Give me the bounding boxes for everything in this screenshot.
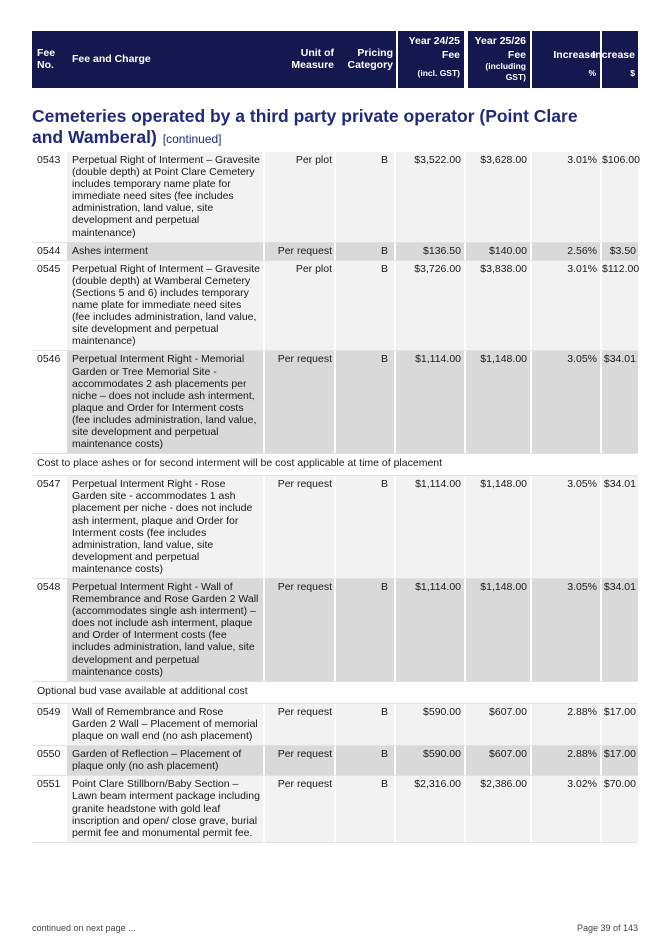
table-row	[32, 704, 638, 746]
header-year2-sub: (including GST)	[485, 61, 526, 82]
header-year1-fee: Fee	[441, 49, 460, 61]
fee-year-2: $1,148.00	[466, 579, 530, 681]
fee-year-1: $1,114.00	[396, 476, 464, 578]
fee-number: 0546	[37, 353, 61, 366]
table-row	[32, 152, 638, 243]
increase-amount: $34.01	[602, 476, 638, 578]
increase-amount: $34.01	[602, 579, 638, 681]
header-increase-amt-sub: $	[630, 68, 635, 78]
header-fee-and-charge	[67, 31, 263, 88]
fee-year-1: $1,114.00	[396, 351, 464, 453]
table-row	[32, 261, 638, 352]
table-row	[32, 746, 638, 776]
increase-percent: 3.01%	[532, 152, 600, 242]
header-increase-pct-label: Increase	[553, 49, 596, 61]
fee-year-2: $3,838.00	[466, 261, 530, 351]
pricing-category: B	[336, 152, 394, 242]
increase-percent: 3.05%	[532, 476, 600, 578]
fee-description: Wall of Remembrance and Rose Garden 2 Wall – Placement of memorial plaque on wall end (no ash placement)	[67, 704, 263, 745]
increase-percent: 3.05%	[532, 351, 600, 453]
increase-percent: 3.05%	[532, 579, 600, 681]
fee-year-2: $2,386.00	[466, 776, 530, 841]
table-row	[32, 351, 638, 454]
fee-year-1: $590.00	[396, 746, 464, 775]
fee-number: 0547	[37, 478, 61, 491]
fee-description: Perpetual Interment Right - Rose Garden site - accommodates 1 ash placement per niche - does not include ash interment, plaque and Order for Interment costs (fee includes administration, land value, site development and perpetual maintenance costs)	[67, 476, 263, 578]
fee-year-1: $3,522.00	[396, 152, 464, 242]
table-row	[32, 776, 638, 842]
pricing-category: B	[336, 704, 394, 745]
section-continued: [continued]	[162, 132, 222, 146]
fee-description: Garden of Reflection – Placement of plaque only (no ash placement)	[67, 746, 263, 775]
pricing-category: B	[336, 746, 394, 775]
increase-percent: 2.88%	[532, 746, 600, 775]
header-year2-fee: Fee	[507, 49, 526, 61]
unit-of-measure: Per plot	[265, 152, 334, 242]
increase-percent: 2.56%	[532, 243, 600, 260]
note-row: Optional bud vase available at additional cost	[32, 682, 638, 704]
table-row	[32, 476, 638, 579]
fee-year-1: $590.00	[396, 704, 464, 745]
fee-year-1: $3,726.00	[396, 261, 464, 351]
fee-number: 0549	[37, 705, 61, 718]
header-increase-pct	[532, 31, 600, 88]
note-row: Cost to place ashes or for second interment will be cost applicable at time of placement	[32, 454, 638, 476]
unit-of-measure: Per request	[265, 243, 334, 260]
header-fee-and-charge-label: Fee and Charge	[72, 53, 151, 65]
fee-year-2: $1,148.00	[466, 476, 530, 578]
fee-year-1: $136.50	[396, 243, 464, 260]
pricing-category: B	[336, 261, 394, 351]
header-unit	[263, 31, 336, 88]
header-fee-no	[32, 31, 67, 88]
section-title-text: Cemeteries operated by a third party private operator (Point Clare and Wamberal)	[32, 106, 578, 147]
increase-amount: $34.01	[602, 351, 638, 453]
header-unit-label: Unit of Measure	[291, 47, 334, 71]
increase-amount: $70.00	[602, 776, 638, 841]
increase-amount: $106.00	[602, 152, 638, 242]
fee-number: 0551	[37, 778, 61, 791]
fee-number: 0544	[37, 244, 61, 257]
header-increase-pct-sub: %	[588, 68, 596, 78]
fee-year-1: $2,316.00	[396, 776, 464, 841]
fee-description: Point Clare Stillborn/Baby Section – Lawn beam interment package including granite headstone with gold leaf inscription and open/ close grave, burial permit fee and monumental permit fee.	[67, 776, 263, 841]
unit-of-measure: Per request	[265, 746, 334, 775]
pricing-category: B	[336, 351, 394, 453]
table-row	[32, 579, 638, 682]
pricing-category: B	[336, 243, 394, 260]
table-header	[32, 31, 638, 88]
increase-percent: 2.88%	[532, 704, 600, 745]
increase-percent: 3.02%	[532, 776, 600, 841]
unit-of-measure: Per plot	[265, 261, 334, 351]
fee-number: 0543	[37, 154, 61, 166]
fee-description: Perpetual Interment Right - Memorial Garden or Tree Memorial Site - accommodates 2 ash placements per niche – does not include ash interment, plaque and Order for Interment costs (fee includes administration, land value, site development and perpetual maintenance costs)	[67, 351, 263, 453]
header-pricing-label: Pricing Category	[347, 47, 393, 71]
fee-year-2: $140.00	[466, 243, 530, 260]
fee-year-2: $607.00	[466, 746, 530, 775]
footer-page-number: Page 39 of 143	[576, 923, 638, 933]
unit-of-measure: Per request	[265, 704, 334, 745]
header-increase-amt	[592, 31, 638, 88]
increase-percent: 3.01%	[532, 261, 600, 351]
section-title	[32, 106, 592, 150]
pricing-category: B	[336, 776, 394, 841]
pricing-category: B	[336, 476, 394, 578]
fee-number: 0545	[37, 262, 61, 275]
unit-of-measure: Per request	[265, 776, 334, 841]
header-year2-label: Year 25/26	[474, 35, 526, 47]
footer-continued: continued on next page ...	[32, 923, 136, 933]
fee-table-body	[32, 152, 638, 843]
unit-of-measure: Per request	[265, 476, 334, 578]
header-year2	[468, 31, 530, 88]
header-year1-sub: (incl. GST)	[417, 68, 460, 78]
fee-number: 0548	[37, 581, 61, 593]
fee-year-1: $1,114.00	[396, 579, 464, 681]
header-year1	[398, 31, 464, 88]
header-year1-label: Year 24/25	[408, 35, 460, 47]
header-increase-amt-label: Increase	[592, 49, 635, 61]
fee-year-2: $3,628.00	[466, 152, 530, 242]
increase-amount: $17.00	[602, 746, 638, 775]
fee-description: Ashes interment	[67, 243, 263, 260]
increase-amount: $112.00	[602, 261, 638, 351]
pricing-category: B	[336, 579, 394, 681]
unit-of-measure: Per request	[265, 351, 334, 453]
header-fee-no-label: Fee No.	[37, 47, 56, 71]
fee-description: Perpetual Right of Interment – Gravesite (double depth) at Point Clare Cemetery includes temporary name plate for immediate need sites (fee includes administration, land value, site development and perpetual maintenance)	[67, 152, 263, 242]
fee-description: Perpetual Right of Interment – Gravesite (double depth) at Wamberal Cemetery (Sections 5 and 6) includes temporary name plate for immediate need sites (fee includes administration, land value, site development and perpetual maintenance)	[67, 261, 263, 351]
fee-year-2: $1,148.00	[466, 351, 530, 453]
unit-of-measure: Per request	[265, 579, 334, 681]
header-pricing	[336, 31, 396, 88]
increase-amount: $3.50	[602, 243, 638, 260]
fee-number: 0550	[37, 748, 61, 761]
table-row	[32, 243, 638, 261]
increase-amount: $17.00	[602, 704, 638, 745]
fee-description: Perpetual Interment Right - Wall of Remembrance and Rose Garden 2 Wall (accommodates single ash interment) – does not include ash interment, plaque and Order of Interment costs (fee includes administration, land value, site development and perpetual maintenance costs)	[67, 579, 263, 681]
fee-year-2: $607.00	[466, 704, 530, 745]
